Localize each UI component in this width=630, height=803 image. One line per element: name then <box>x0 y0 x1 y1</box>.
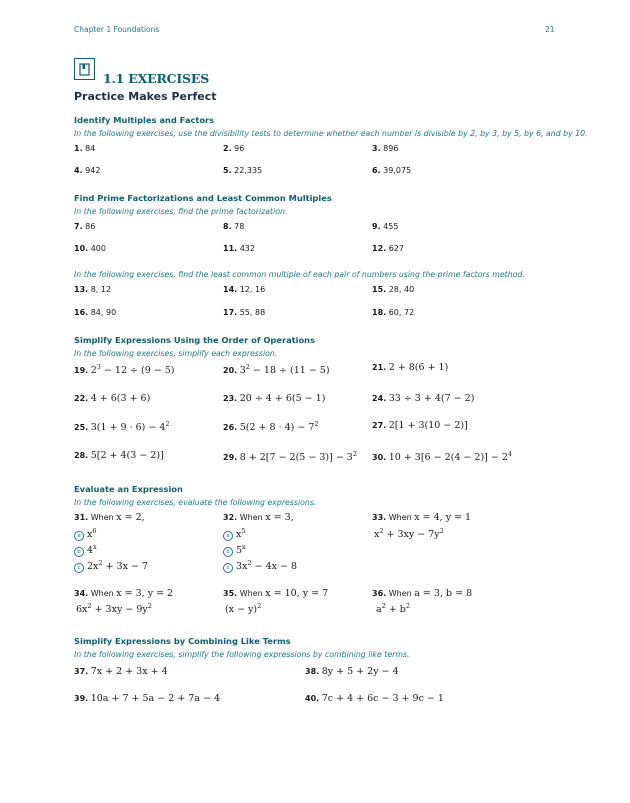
exercise-16: 16. 84, 90 <box>74 308 117 317</box>
exercise-35-expression: $(x - y)^2$ <box>225 602 262 615</box>
exercise-6: 6. 39,075 <box>372 166 412 175</box>
exercise-4: 4. 942 <box>74 166 101 175</box>
exercise-18: 18. 60, 72 <box>372 308 415 317</box>
exercise-23: 23. 20 ÷ 4 + 6(5 − 1) <box>223 393 326 404</box>
exercise-27: 27. 2[1 + 3(10 − 2)] <box>372 420 468 431</box>
exercise-5: 5. 22,335 <box>223 166 263 175</box>
exercise-29: 29. $8 + 2[7 - 2(5 - 3)] - 3^2$ <box>223 450 357 463</box>
page-number: 21 <box>545 25 555 34</box>
instructions-prime-factorization: In the following exercises, find the prime factorization. <box>74 207 288 216</box>
exercise-36-expression: $a^2 + b^2$ <box>376 602 411 615</box>
section-title: 1.1 EXERCISES <box>103 71 210 86</box>
exercise-35: 35. When x = 10, y = 7 <box>223 588 329 599</box>
section-subtitle: Practice Makes Perfect <box>74 90 217 103</box>
exercise-31-part-c: c $2x^2 + 3x - 7$ <box>74 561 148 573</box>
exercise-25: 25. $3(1 + 9 \cdot 6) - 4^2$ <box>74 420 170 433</box>
running-header-chapter: Chapter 1 Foundations <box>74 25 160 34</box>
instructions-evaluate: In the following exercises, evaluate the following expressions. <box>74 498 317 507</box>
exercise-32-part-c: c $3x^2 - 4x - 8$ <box>223 561 297 573</box>
exercise-11: 11. 432 <box>223 244 255 253</box>
exercise-32-part-a: a $x^5$ <box>223 529 246 541</box>
heading-combining-like-terms: Simplify Expressions by Combining Like Terms <box>74 636 291 646</box>
exercise-34-expression: $6x^2 + 3xy - 9y^2$ <box>76 602 152 615</box>
exercise-38: 38. 8y + 5 + 2y − 4 <box>305 666 399 677</box>
exercise-10: 10. 400 <box>74 244 106 253</box>
exercise-2: 2. 96 <box>223 144 245 153</box>
exercise-33-expression: $x^2 + 3xy - 7y^2$ <box>374 527 444 540</box>
heading-prime-factorizations: Find Prime Factorizations and Least Common Multiples <box>74 193 332 203</box>
exercise-13: 13. 8, 12 <box>74 285 112 294</box>
exercise-31-part-b: b 4$^x$ <box>74 545 97 557</box>
exercise-39: 39. 10a + 7 + 5a − 2 + 7a − 4 <box>74 693 221 704</box>
exercise-22: 22. 4 + 6(3 + 6) <box>74 393 151 404</box>
exercise-3: 3. 896 <box>372 144 399 153</box>
exercise-9: 9. 455 <box>372 222 399 231</box>
exercise-17: 17. 55, 88 <box>223 308 266 317</box>
exercise-31-part-a: a $x^6$ <box>74 529 97 541</box>
exercise-21: 21. 2 + 8(6 + 1) <box>372 362 449 373</box>
exercise-14: 14. 12, 16 <box>223 285 266 294</box>
exercise-24: 24. 33 ÷ 3 + 4(7 − 2) <box>372 393 475 404</box>
exercise-40: 40. 7c + 4 + 6c − 3 + 9c − 1 <box>305 693 444 704</box>
exercise-28: 28. 5[2 + 4(3 − 2)] <box>74 450 164 461</box>
heading-multiples-factors: Identify Multiples and Factors <box>74 115 215 125</box>
exercise-34: 34. When x = 3, y = 2 <box>74 588 174 599</box>
exercise-37: 37. 7x + 2 + 3x + 4 <box>74 666 168 677</box>
exercise-36: 36. When a = 3, b = 8 <box>372 588 473 599</box>
exercise-1: 1. 84 <box>74 144 96 153</box>
instructions-combining: In the following exercises, simplify the following expressions by combining like terms. <box>74 650 410 659</box>
notebook-icon <box>74 58 95 80</box>
heading-evaluate-expression: Evaluate an Expression <box>74 484 183 494</box>
exercise-19: 19. $2^3 - 12 \div (9 - 5)$ <box>74 363 175 376</box>
exercise-8: 8. 78 <box>223 222 245 231</box>
exercise-20: 20. $3^2 - 18 \div (11 - 5)$ <box>223 363 330 376</box>
instructions-simplify: In the following exercises, simplify each expression. <box>74 349 278 358</box>
exercise-15: 15. 28, 40 <box>372 285 415 294</box>
instructions-lcm: In the following exercises, find the least common multiple of each pair of numbers using the prime factors method. <box>74 270 525 279</box>
exercise-7: 7. 86 <box>74 222 96 231</box>
exercise-12: 12. 627 <box>372 244 404 253</box>
exercise-32-part-b: b 5$^x$ <box>223 545 246 557</box>
exercise-33: 33. When x = 4, y = 1 <box>372 512 472 523</box>
exercise-31: 31. When x = 2, <box>74 512 145 523</box>
exercise-26: 26. $5(2 + 8 \cdot 4) - 7^2$ <box>223 420 319 433</box>
exercise-30: 30. $10 + 3[6 - 2(4 - 2)] - 2^4$ <box>372 450 513 463</box>
heading-order-of-operations: Simplify Expressions Using the Order of Operations <box>74 335 316 345</box>
instructions-divisibility: In the following exercises, use the divisibility tests to determine whether each number is divisible by 2, by 3, by 5, by 6, and by 10. <box>74 129 588 138</box>
exercise-32: 32. When x = 3, <box>223 512 294 523</box>
